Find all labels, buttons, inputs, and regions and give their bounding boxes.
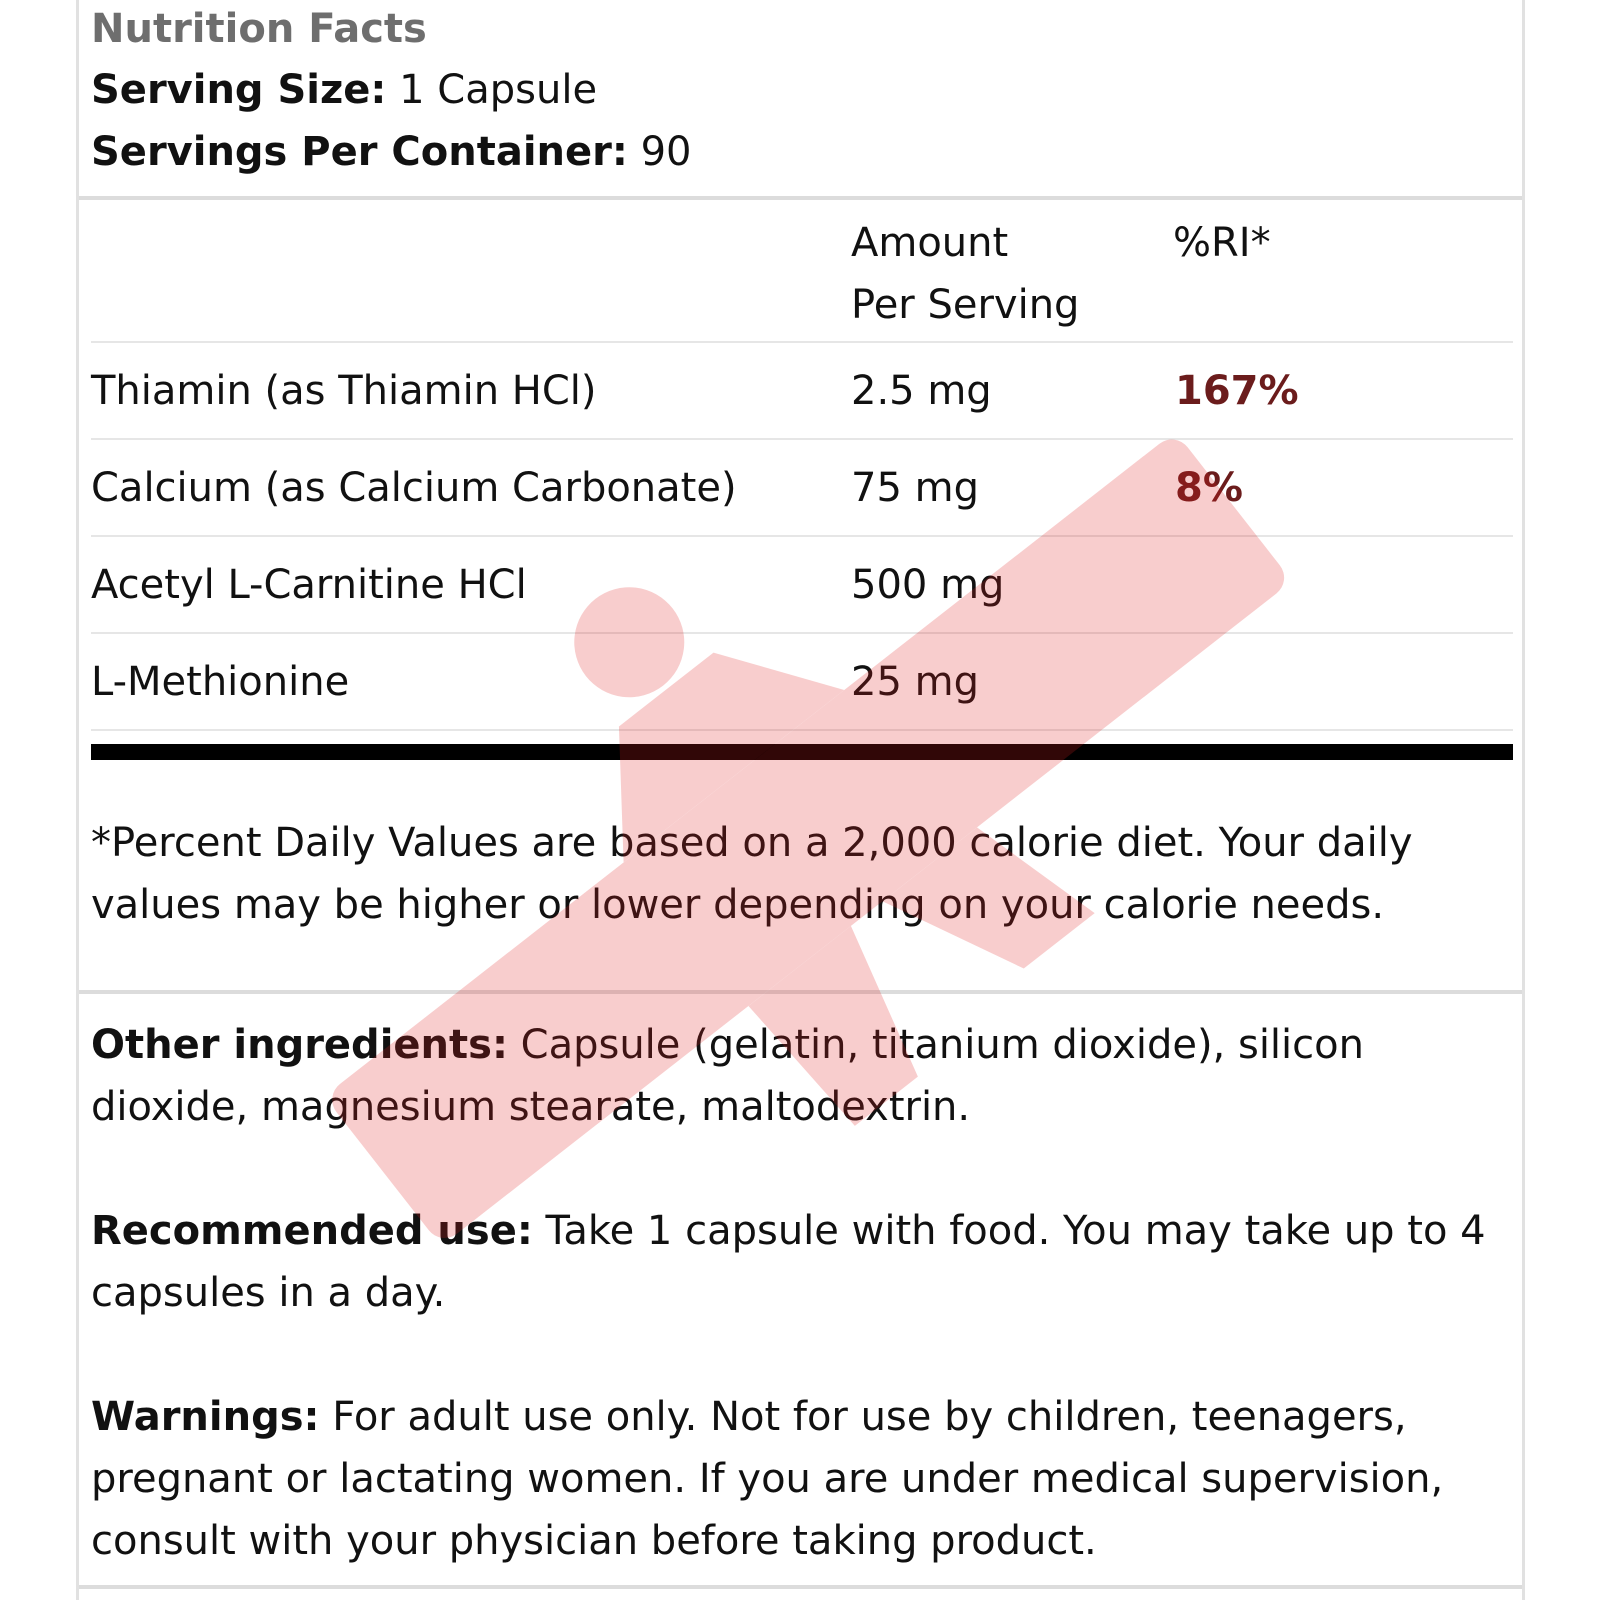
nutrient-amount: 75 mg	[851, 465, 979, 511]
amount-column-header	[851, 212, 1079, 336]
other-ingredients	[91, 1014, 1521, 1138]
nutrient-ri: 167%	[1175, 368, 1299, 414]
nutrient-ri: 8%	[1175, 465, 1243, 511]
warnings	[91, 1386, 1521, 1572]
other-ingredients-label: Other ingredients:	[91, 1022, 508, 1068]
other-ingredients-text: Capsule (gelatin, titanium dioxide), silicon dioxide, magnesium stearate, maltodextrin.	[91, 1022, 1364, 1130]
nutrient-name: Acetyl L-Carnitine HCl	[91, 562, 527, 608]
warnings-text: For adult use only. Not for use by children, teenagers, pregnant or lactating women. If you are under medical supervision, consult with your physician before taking product.	[91, 1394, 1444, 1564]
row-divider	[91, 438, 1513, 440]
table-thick-divider	[91, 744, 1513, 760]
nutrient-name: Calcium (as Calcium Carbonate)	[91, 465, 737, 511]
servings-per-container-label: Servings Per Container:	[91, 129, 628, 175]
warnings-label: Warnings:	[91, 1394, 320, 1440]
nutrition-facts-title: Nutrition Facts	[91, 6, 427, 52]
serving-size	[91, 64, 597, 116]
serving-size-value: 1 Capsule	[399, 67, 598, 113]
servings-per-container-value: 90	[640, 129, 692, 175]
nutrient-amount: 500 mg	[851, 562, 1005, 608]
nutrient-amount: 25 mg	[851, 659, 979, 705]
nutrition-header	[79, 0, 1522, 200]
serving-size-label: Serving Size:	[91, 67, 387, 113]
nutrient-name: Thiamin (as Thiamin HCl)	[91, 368, 597, 414]
bottom-divider	[79, 1585, 1522, 1589]
row-divider	[91, 341, 1513, 343]
daily-values-footnote: *Percent Daily Values are based on a 2,000 calorie diet. Your daily values may be higher or lower depending on your calorie needs.	[91, 820, 1413, 928]
servings-per-container	[91, 126, 691, 178]
nutrition-panel	[76, 0, 1525, 1600]
amount-header-line2: Per Serving	[851, 282, 1080, 328]
amount-header-line1: Amount	[851, 220, 1009, 266]
nutrient-name: L-Methionine	[91, 659, 350, 705]
section-divider	[79, 990, 1522, 994]
recommended-use	[91, 1200, 1521, 1324]
row-divider	[91, 729, 1513, 731]
ri-column-header: %RI*	[1173, 220, 1271, 266]
nutrient-amount: 2.5 mg	[851, 368, 992, 414]
row-divider	[91, 535, 1513, 537]
recommended-use-text: Take 1 capsule with food. You may take up to 4 capsules in a day.	[91, 1208, 1486, 1316]
recommended-use-label: Recommended use:	[91, 1208, 533, 1254]
row-divider	[91, 632, 1513, 634]
